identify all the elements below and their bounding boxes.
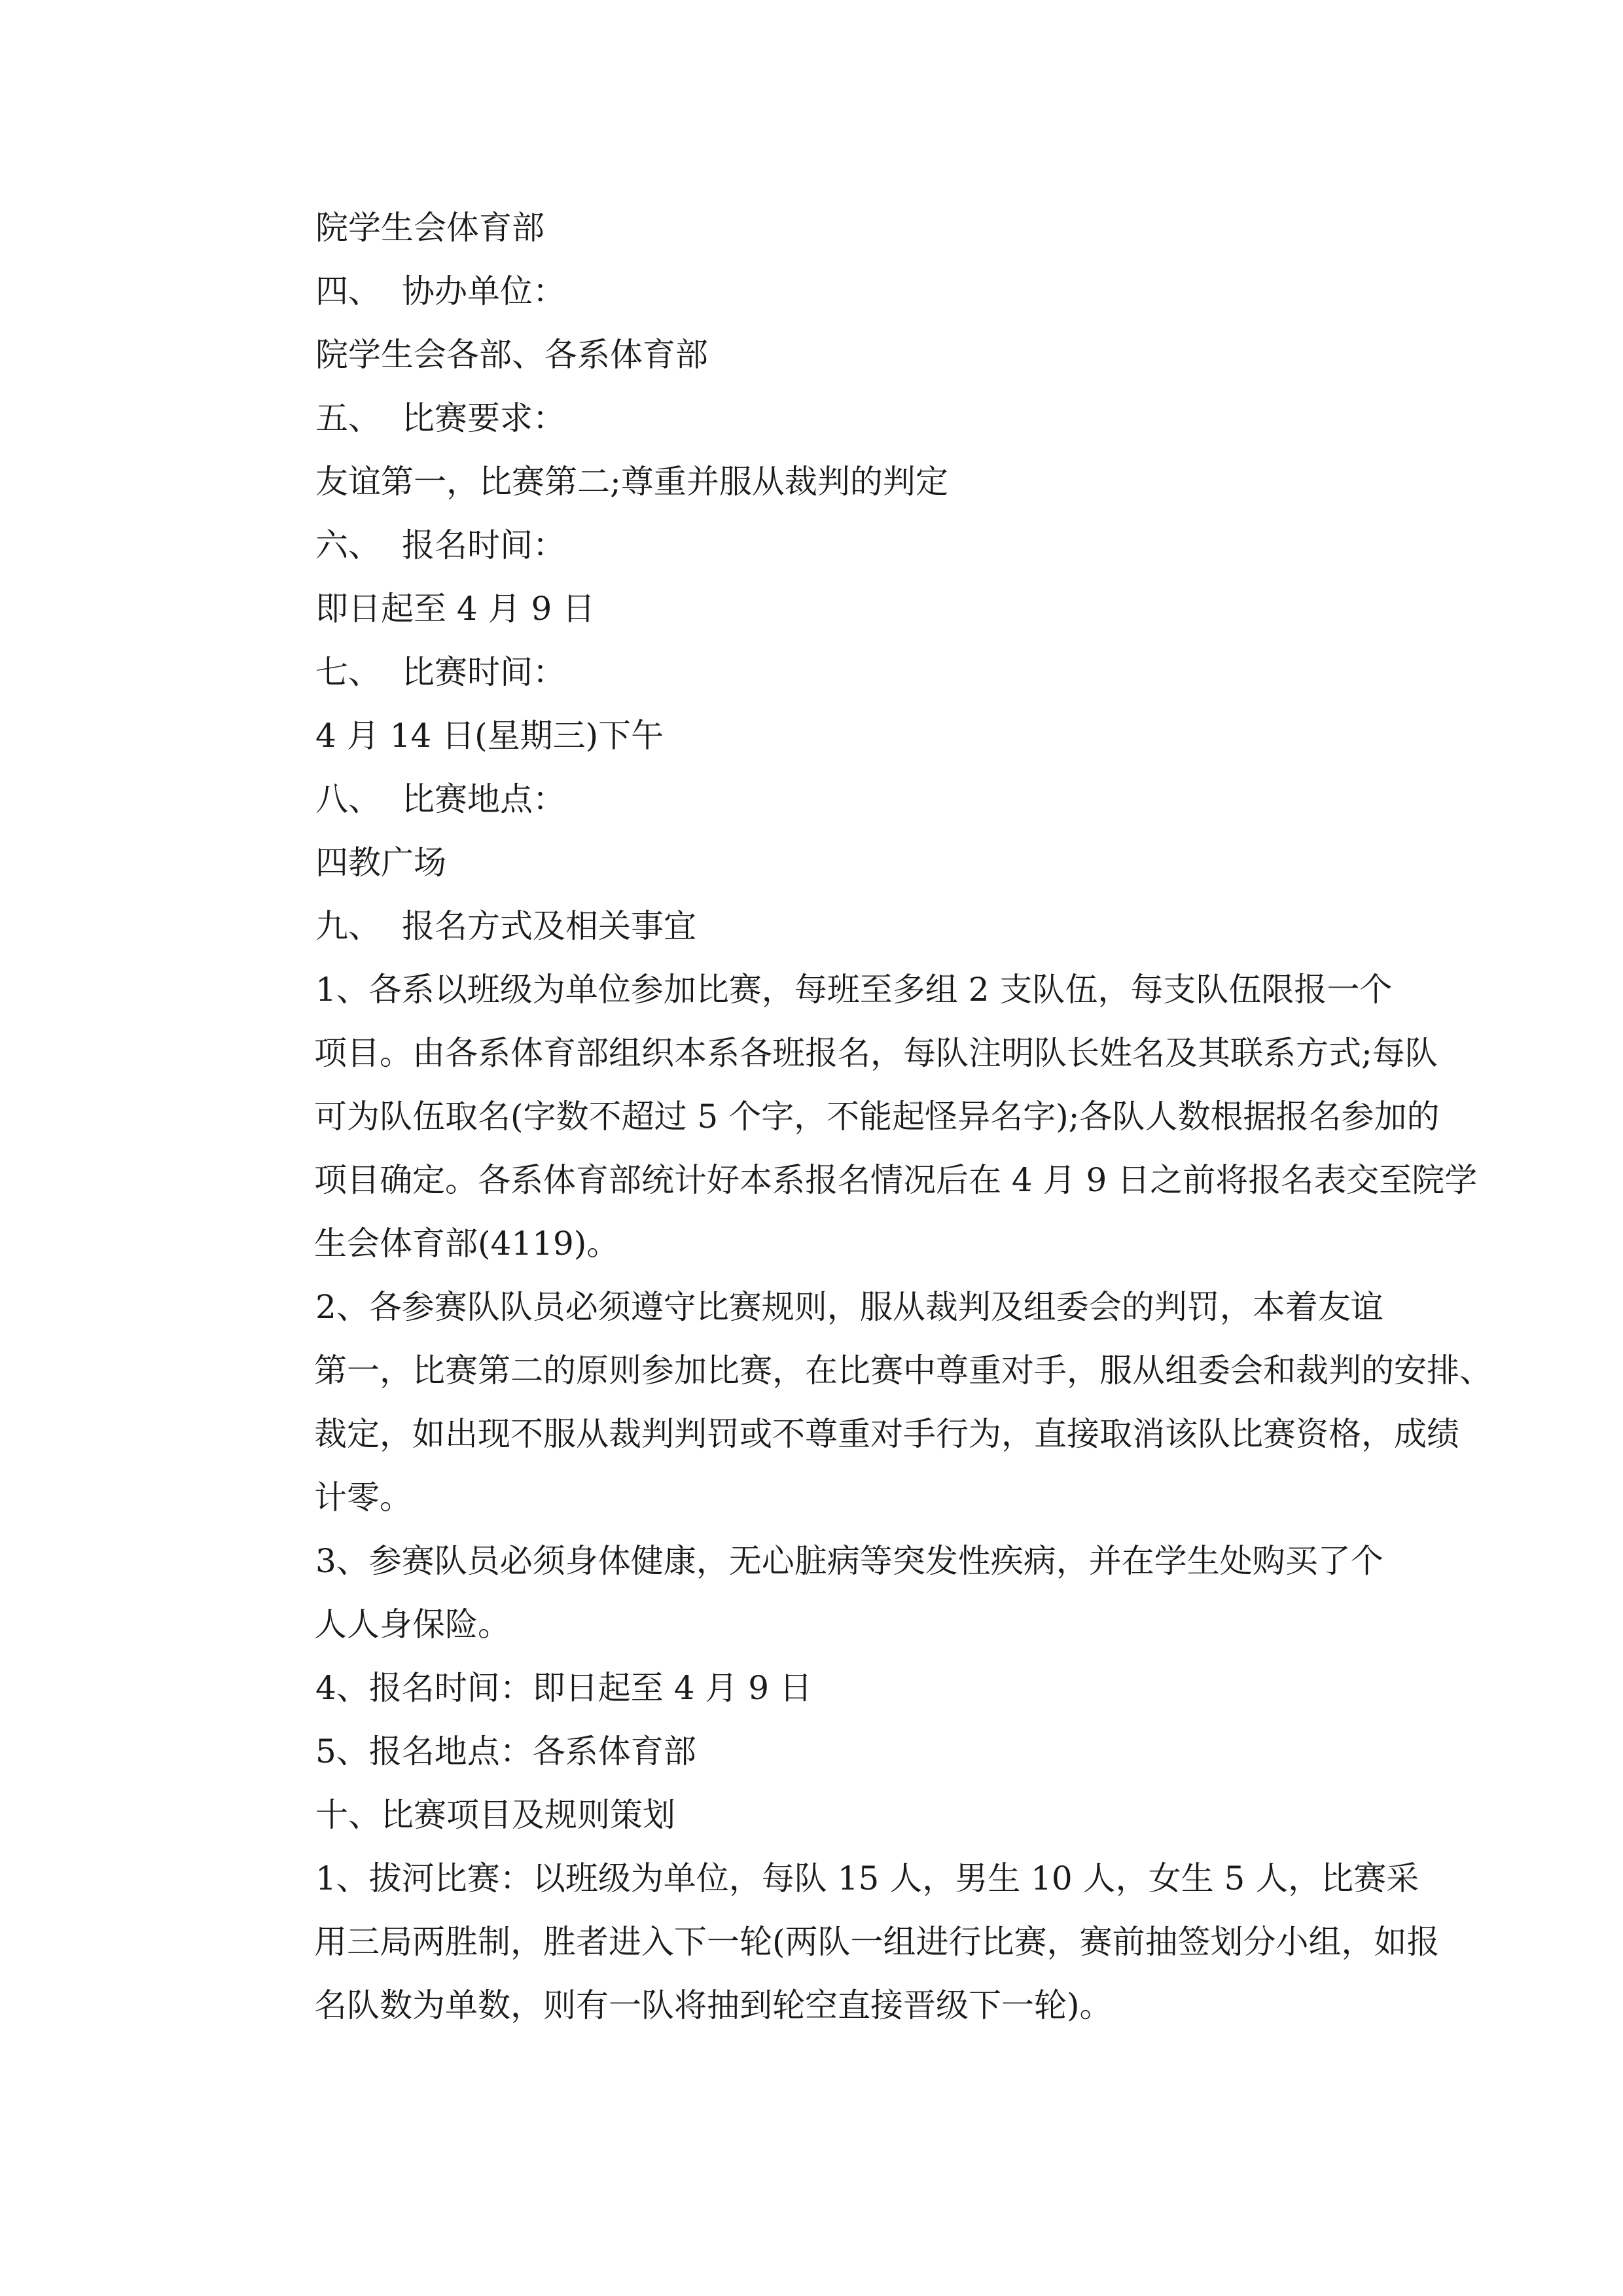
paragraph-line: 用三局两胜制，胜者进入下一轮(两队一组进行比赛，赛前抽签划分小组，如报 xyxy=(314,1923,1440,1961)
paragraph-line: 3、参赛队员必须身体健康，无心脏病等突发性疾病，并在学生处购买了个 xyxy=(315,1542,1383,1580)
section-title: 报名方式及相关事宜 xyxy=(402,907,696,945)
paragraph-health-rules xyxy=(315,1530,1415,1657)
section-heading-4 xyxy=(315,260,1415,323)
match-time-text: 4 月 14 日(星期三)下午 xyxy=(315,717,664,755)
section-title: 比赛地点： xyxy=(402,780,565,818)
paragraph-tug-of-war xyxy=(314,1847,1440,2037)
paragraph-registration-rules xyxy=(314,958,1478,1276)
paragraph-line: 可为队伍取名(字数不超过 5 个字，不能起怪异名字);各队人数根据报名参加的 xyxy=(314,1098,1440,1136)
section-heading-5 xyxy=(315,387,1415,450)
section-number: 五、 xyxy=(315,399,381,437)
section-title: 报名时间： xyxy=(402,526,565,564)
requirement-text: 友谊第一，比赛第二;尊重并服从裁判的判定 xyxy=(315,463,948,501)
paragraph-line: 人人身保险。 xyxy=(314,1605,510,1643)
paragraph-line: 生会体育部(4119)。 xyxy=(314,1225,620,1263)
paragraph-line: 名队数为单数，则有一队将抽到轮空直接晋级下一轮)。 xyxy=(314,1986,1113,2024)
section-number: 九、 xyxy=(315,907,381,945)
venue-text: 四教广场 xyxy=(315,844,446,882)
registration-time-item: 4、报名时间：即日起至 4 月 9 日 xyxy=(315,1669,813,1707)
paragraph-line: 项目确定。各系体育部统计好本系报名情况后在 4 月 9 日之前将报名表交至院学 xyxy=(314,1161,1478,1199)
section-number: 七、 xyxy=(315,653,381,691)
section-title: 比赛时间： xyxy=(402,653,565,691)
paragraph-line: 1、各系以班级为单位参加比赛，每班至多组 2 支队伍，每支队伍限报一个 xyxy=(315,971,1393,1009)
registration-time-text: 即日起至 4 月 9 日 xyxy=(315,590,596,628)
document-body xyxy=(314,196,1492,2037)
section-heading-10: 十、比赛项目及规则策划 xyxy=(315,1796,675,1834)
section-title: 比赛要求： xyxy=(402,399,565,437)
paragraph-line: 2、各参赛队队员必须遵守比赛规则，服从裁判及组委会的判罚，本着友谊 xyxy=(315,1288,1383,1326)
registration-place-item: 5、报名地点：各系体育部 xyxy=(315,1732,696,1770)
paragraph-line: 1、拔河比赛：以班级为单位，每队 15 人，男生 10 人，女生 5 人，比赛采 xyxy=(315,1859,1419,1897)
co-organizer-text: 院学生会各部、各系体育部 xyxy=(315,336,708,374)
section-heading-7 xyxy=(315,641,1415,704)
section-number: 八、 xyxy=(315,780,381,818)
paragraph-line: 裁定，如出现不服从裁判判罚或不尊重对手行为，直接取消该队比赛资格，成绩 xyxy=(314,1415,1459,1453)
section-number: 六、 xyxy=(315,526,381,564)
paragraph-line: 项目。由各系体育部组织本系各班报名，每队注明队长姓名及其联系方式;每队 xyxy=(314,1034,1438,1072)
section-heading-9 xyxy=(315,895,1415,958)
paragraph-line: 计零。 xyxy=(314,1479,412,1516)
paragraph-line: 第一，比赛第二的原则参加比赛，在比赛中尊重对手，服从组委会和裁判的安排、 xyxy=(314,1352,1492,1390)
section-title: 协办单位： xyxy=(402,272,565,310)
paragraph-conduct-rules xyxy=(314,1276,1492,1530)
section-heading-8 xyxy=(315,768,1415,831)
organizer-text: 院学生会体育部 xyxy=(315,209,544,247)
section-number: 四、 xyxy=(315,272,381,310)
section-heading-6 xyxy=(315,514,1415,577)
